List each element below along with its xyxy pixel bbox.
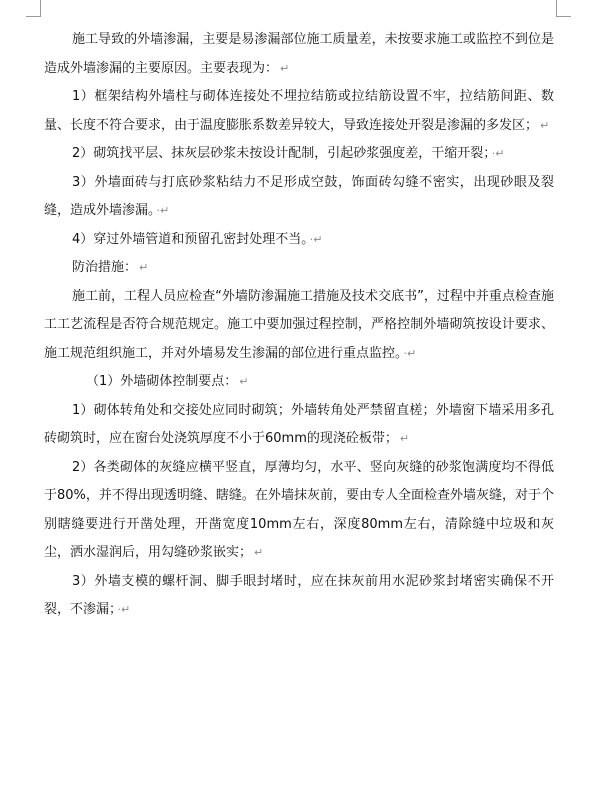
paragraph-text: （1）外墙砌体控制要点： xyxy=(86,374,238,389)
crop-mark-top-right xyxy=(556,0,557,16)
paragraph-item-4 xyxy=(44,226,554,255)
paragraph-text: 1）框架结构外墙柱与砌体连接处不埋拉结筋或拉结筋设置不牢，拉结筋间距、数量、长度不符合要求，由于温度膨胀系数差异较大，导致连接处开裂是渗漏的多发区； xyxy=(44,89,554,133)
paragraph-masonry-2 xyxy=(44,454,554,568)
paragraph-masonry-1 xyxy=(44,397,554,454)
paragraph-text: 施工前，工程人员应检查“外墙防渗漏施工措施及技术交底书”，过程中并重点检查施工工艺流程是否符合规范规定。施工中要加强过程控制，严格控制外墙砌筑按设计要求、施工规范组织施工，并对外墙易发生渗漏的部位进行重点监控。 xyxy=(44,288,554,361)
paragraph-heading-measures xyxy=(44,254,554,283)
paragraph-mark: ↵ xyxy=(139,261,149,274)
paragraph-mark: ↵ xyxy=(540,118,550,132)
paragraph-text: 3）外墙面砖与打底砂浆粘结力不足形成空鼓，饰面砖勾缝不密实，出现砂眼及裂缝，造成外墙渗漏。 xyxy=(44,174,554,218)
paragraph-text: 施工导致的外墙渗漏，主要是易渗漏部位施工质量差，未按要求施工或监控不到位是造成外墙渗漏的主要原因。主要表现为： xyxy=(44,32,554,76)
paragraph-mark: ↵ xyxy=(399,432,410,445)
crop-mark-top-left xyxy=(40,0,41,16)
paragraph-text: 2）各类砌体的灰缝应横平竖直，厚薄均匀，水平、竖向灰缝的砂浆饱满度均不得低于80%，并不得出现透明缝、瞎缝。在外墙抹灰前，要由专人全面检查外墙灰缝，对于个别瞎缝要进行开凿处理，开凿宽度10mm左右，深度80mm左右，清除缝中垃圾和灰尘，洒水湿润后，用勾缝砂浆嵌实； xyxy=(44,459,554,560)
paragraph-mark: ·↵ xyxy=(491,147,505,160)
paragraph-text: 1）砌体转角处和交接处应同时砌筑；外墙转角处严禁留直槎；外墙窗下墙采用多孔砖砌筑时，应在窗台处浇筑厚度不小于60mm的现浇砼板带； xyxy=(44,402,554,446)
paragraph-pre-construction xyxy=(44,283,554,369)
paragraph-mark: ↵ xyxy=(239,375,249,388)
paragraph-masonry-3 xyxy=(44,568,554,625)
paragraph-text: 3）外墙支模的螺杆洞、脚手眼封堵时，应在抹灰前用水泥砂浆封堵密实确保不开裂，不渗漏； xyxy=(44,573,554,617)
paragraph-intro xyxy=(44,26,554,83)
paragraph-text: 防治措施： xyxy=(72,260,138,275)
paragraph-mark: ·↵ xyxy=(117,603,131,616)
paragraph-mark: ·↵ xyxy=(403,346,417,360)
paragraph-text: 2）砌筑找平层、抹灰层砂浆未按设计配制，引起砂浆强度差，干缩开裂； xyxy=(72,146,490,161)
paragraph-mark: ↵ xyxy=(280,61,290,75)
crop-mark-top-left xyxy=(26,16,41,17)
paragraph-mark: ·↵ xyxy=(309,232,323,246)
paragraph-text: 4）穿过外墙管道和预留孔密封处理不当。 xyxy=(72,231,308,247)
paragraph-item-2 xyxy=(44,140,554,169)
paragraph-item-1 xyxy=(44,83,554,140)
paragraph-subheading-masonry xyxy=(44,368,554,397)
paragraph-mark: ↵ xyxy=(254,546,264,559)
document-body[interactable] xyxy=(44,26,554,625)
paragraph-mark: ·↵ xyxy=(156,204,170,217)
crop-mark-top-right xyxy=(556,16,571,17)
paragraph-item-3 xyxy=(44,169,554,226)
